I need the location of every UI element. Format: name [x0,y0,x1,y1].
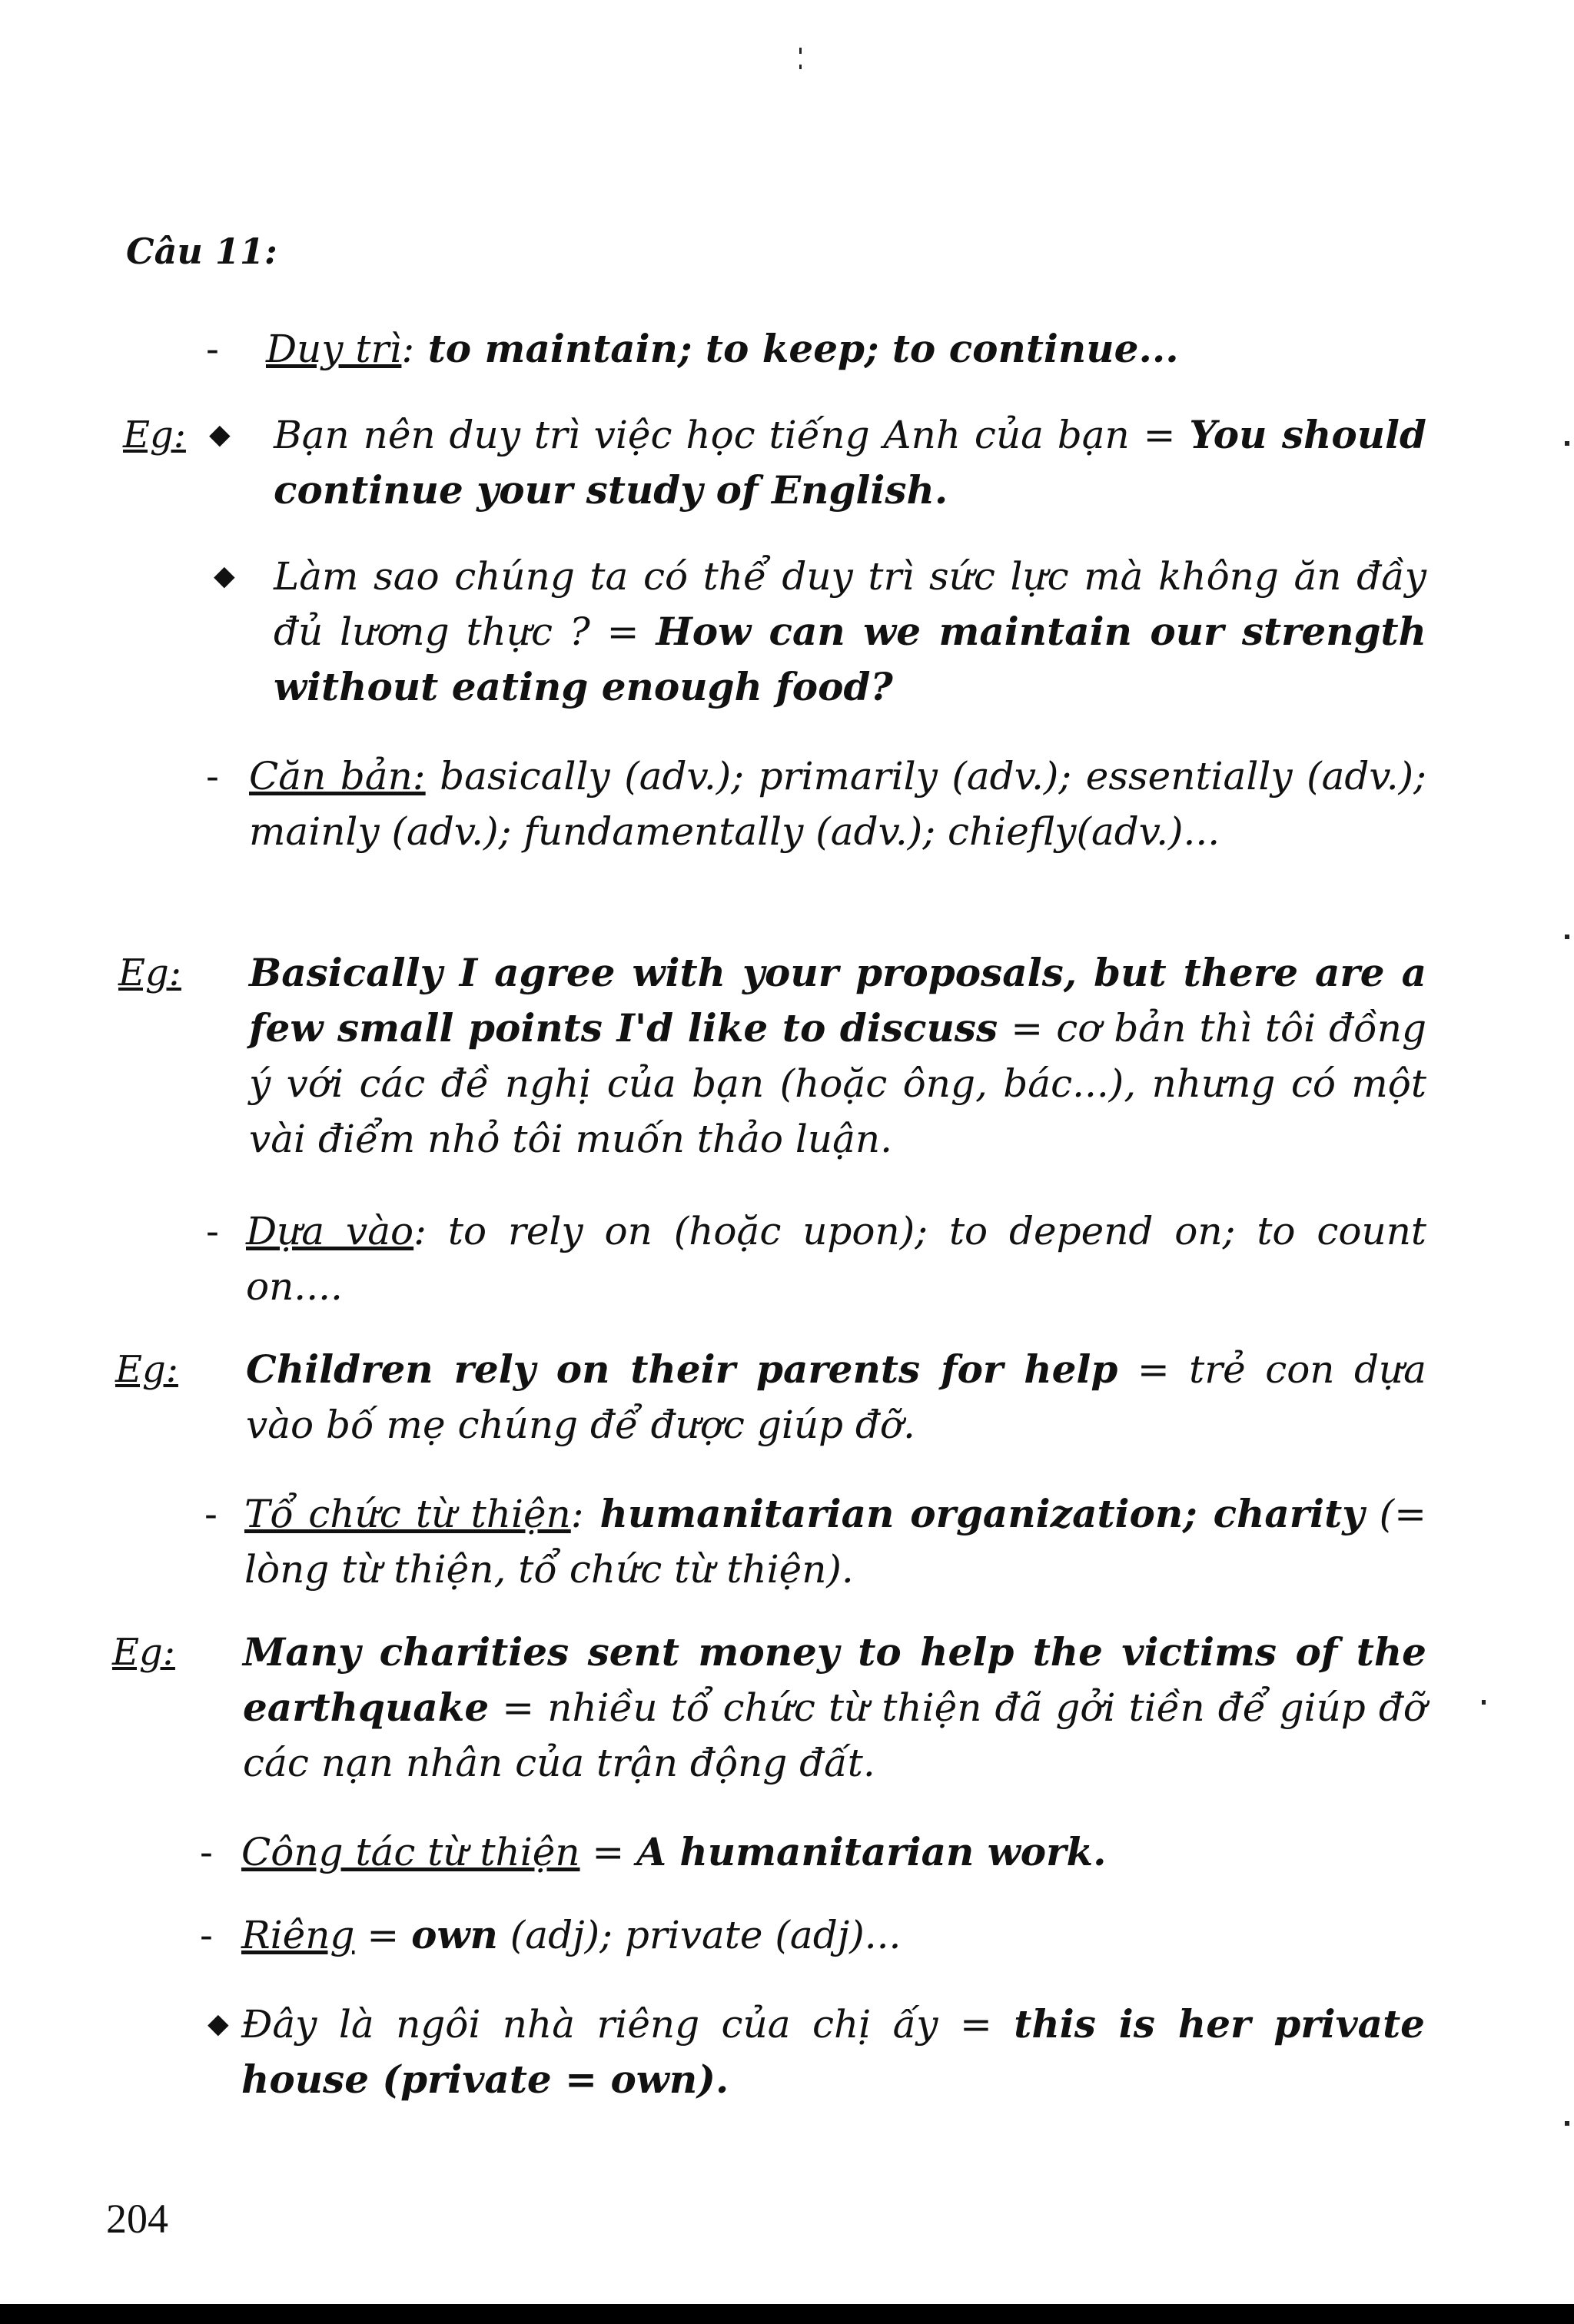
entry-term: Công tác từ thiện [241,1830,580,1874]
example-vietnamese: = nhiều tổ chức từ thiện đã gởi tiền để giúp đỡ các nạn nhân của trận động đất. [243,1685,1426,1785]
question-heading: Câu 11: [126,231,277,272]
example-4-sentence [243,1625,1426,1791]
example-label: Eg: [123,413,186,456]
entry-term: Dựa vào [246,1209,414,1253]
example-1-sentence-b [274,549,1426,715]
scan-edge-bar [0,2304,1574,2324]
entry-term: Riêng [241,1913,355,1957]
example-label: Eg: [112,1631,175,1674]
scan-speck [799,65,802,69]
entry-dash: - [206,327,219,371]
entry-term: Căn bản: [249,754,426,798]
example-3-sentence [246,1342,1426,1452]
entry-term: Duy trì [266,327,402,371]
page-number: 204 [106,2196,168,2242]
example-vietnamese: Bạn nên duy trì việc học tiếng Anh của bạn = [274,413,1190,457]
entry-definition: basically (adv.); primarily (adv.); essentially (adv.); mainly (adv.); fundamentally (adv.); chiefly(adv.)... [249,754,1426,854]
scan-speck [1565,935,1569,939]
example-english: Basically I agree with your proposals, but there are a few small points I'd like to discuss [249,950,1426,1051]
entry-dash: - [200,1913,213,1957]
entry-equals: = [579,1830,637,1874]
example-english: Many charities sent money to help the victims of the earthquake [243,1629,1426,1730]
diamond-bullet-icon: ◆ [209,419,231,450]
example-label: Eg: [115,1348,178,1391]
example-label: Eg: [118,951,181,994]
entry-definition-english: humanitarian organization; charity [583,1491,1365,1536]
scan-speck [799,48,802,54]
example-english: Children rely on their parents for help [246,1346,1118,1392]
scan-speck [1565,441,1569,446]
entry-english: own [411,1912,498,1957]
entry-dash: - [204,1492,218,1536]
example-5-sentence [241,1997,1425,2107]
example-english: You should continue your study of English. [274,412,1426,513]
diamond-bullet-icon: ◆ [208,2008,229,2040]
entry-rest: (adj); private (adj)... [497,1913,902,1957]
example-2-sentence [249,945,1426,1167]
example-english: How can we maintain our strength without eating enough food? [274,609,1426,709]
example-vietnamese: = cơ bản thì tôi đồng ý với các đề nghị của bạn (hoặc ông, bác...), nhưng có một vài điểm nhỏ tôi muốn thảo luận. [249,1006,1426,1161]
entry-cong-tac-tu-thien [241,1824,1425,1880]
entry-dash: - [206,1209,219,1253]
entry-english: A humanitarian work. [636,1829,1107,1874]
scan-speck [1482,1700,1486,1705]
entry-definition: to maintain; to keep; to continue... [414,326,1179,371]
entry-colon: : [570,1492,584,1536]
entry-equals: = [354,1913,412,1957]
entry-rieng [241,1907,1425,1963]
entry-to-chuc-tu-thien [244,1486,1426,1597]
entry-dash: - [200,1830,213,1874]
example-vietnamese: = trẻ con dựa vào bố mẹ chúng để được giúp đỡ. [246,1347,1426,1447]
entry-definition-vietnamese: (= lòng từ thiện, tổ chức từ thiện). [244,1492,1427,1592]
example-vietnamese: Đây là ngôi nhà riêng của chị ấy = [241,2002,1014,2047]
diamond-bullet-icon: ◆ [214,560,235,592]
entry-dua-vao [246,1204,1426,1314]
entry-duy-tri [266,321,1426,377]
scan-speck [1565,2121,1569,2126]
entry-dash: - [206,754,219,798]
example-vietnamese: Làm sao chúng ta có thể duy trì sức lực mà không ăn đầy đủ lương thực ? = [274,554,1426,654]
entry-can-ban [249,749,1426,859]
entry-definition: to rely on (hoặc upon); to depend on; to count on.... [246,1209,1427,1309]
example-english: this is her private house (private = own). [241,2001,1425,2102]
entry-colon: : [413,1209,427,1253]
example-1-sentence-a [274,407,1426,518]
entry-term: Tổ chức từ thiện [244,1492,571,1536]
entry-colon: : [401,327,415,371]
